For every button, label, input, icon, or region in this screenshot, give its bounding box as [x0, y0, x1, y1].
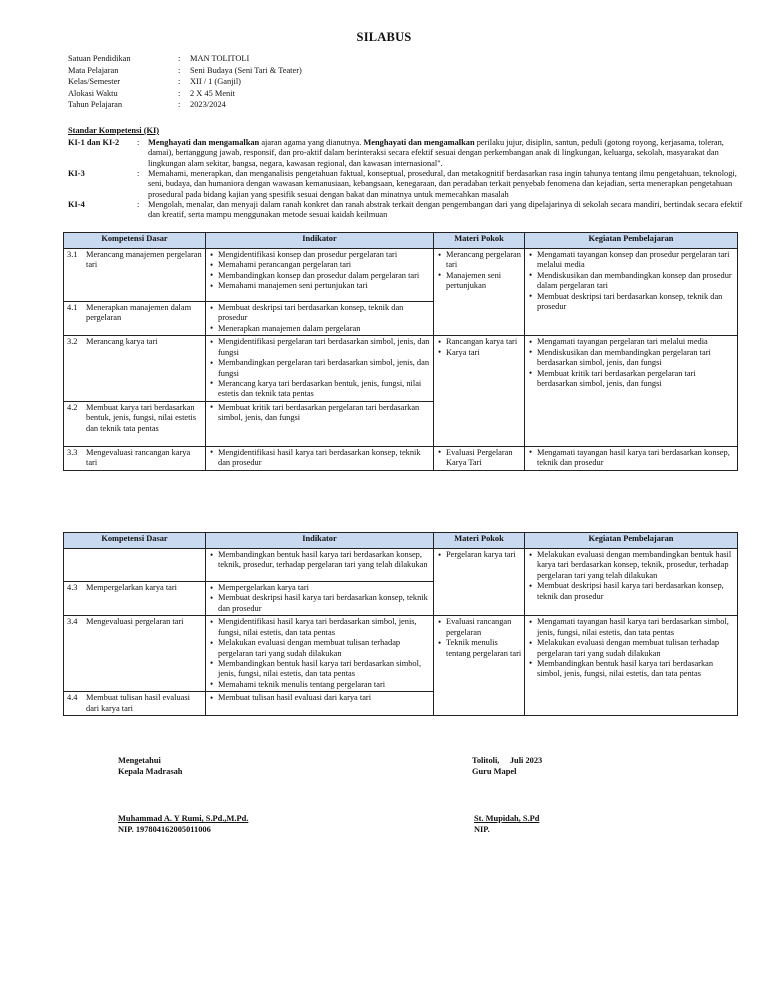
kd-text: Merancang manajemen pergelaran tari	[86, 250, 202, 270]
signatory-nip: NIP.	[474, 825, 490, 835]
ki-label: KI-4	[68, 200, 85, 209]
info-label: Mata Pelajaran	[68, 65, 119, 75]
header-indikator: Indikator	[206, 533, 434, 549]
info-colon: :	[178, 100, 181, 110]
list-item: • Membuat deskripsi hasil karya tari berdasarkan konsep, teknik dan prosedur	[528, 581, 735, 602]
signature-text: Mengetahui	[118, 756, 161, 765]
kd-text: Membuat tulisan hasil evaluasi dari karya tari	[86, 693, 190, 713]
ki-text-part: ajaran agama yang dianutnya.	[259, 138, 364, 147]
table-row	[64, 549, 738, 582]
list-item: • Membandingkan bentuk hasil karya tari berdasarkan konsep, teknik, prosedur, terhadap pergelaran tari yang telah dilakukan	[209, 550, 431, 571]
list-item: • Membandingkan konsep dan prosedur dalam pergelaran tari	[209, 271, 431, 281]
list-item: • Merancang pergelaran tari	[437, 250, 522, 271]
list-item: • Mengidentifikasi hasil karya tari berdasarkan konsep, teknik dan prosedur	[209, 448, 431, 469]
info-label: Alokasi Waktu	[68, 88, 118, 98]
indikator-cell	[206, 302, 434, 336]
indikator-cell	[206, 582, 434, 616]
materi-cell	[434, 249, 525, 336]
list-item: • Mengamati tayangan hasil karya tari berdasarkan simbol, jenis, fungsi, nilai estetis, dan tata pentas	[528, 617, 735, 638]
list-item: • Evaluasi rancangan pergelaran	[437, 617, 522, 638]
kd-number: 3.4	[67, 617, 78, 627]
indikator-cell	[206, 549, 434, 582]
kd-number: 4.3	[67, 583, 78, 592]
indikator-cell	[206, 692, 434, 716]
list-item: • Menerapkan manajemen dalam pergelaran	[209, 324, 431, 334]
list-item: • Melakukan evaluasi dengan membuat tulisan terhadap pergelaran tari yang sudah dilakukan	[528, 638, 735, 659]
list-item: • Mengamati tayangan hasil karya tari berdasarkan konsep, teknik dan prosedur	[528, 448, 735, 469]
info-row-satuan	[68, 54, 468, 66]
list-item: • Membuat deskripsi tari berdasarkan konsep, teknik dan prosedur	[528, 292, 735, 313]
kd-cell	[64, 616, 206, 692]
indikator-cell	[206, 446, 434, 470]
kd-number: 4.4	[67, 693, 78, 703]
silabus-table-1	[63, 232, 738, 471]
list-item: • Membuat deskripsi hasil karya tari berdasarkan konsep, teknik dan prosedur	[209, 593, 431, 614]
ki-text	[148, 138, 743, 169]
kd-number: 4.2	[67, 402, 78, 412]
kegiatan-cell	[525, 336, 738, 447]
ki-1-2	[68, 138, 743, 169]
info-label: Tahun Pelajaran	[68, 100, 123, 110]
ki-colon: :	[137, 169, 140, 178]
header-kegiatan: Kegiatan Pembelajaran	[525, 533, 738, 549]
list-item: • Mengamati tayangan pergelaran tari melalui media	[528, 337, 735, 347]
kd-number: 3.2	[67, 337, 78, 347]
indikator-cell	[206, 249, 434, 302]
kd-number: 3.1	[67, 250, 78, 259]
list-item: • Membandingkan bentuk hasil karya tari berdasarkan simbol, jenis, fungsi, nilai estetis, dan tata pentas	[528, 659, 735, 680]
signature-text: Kepala Madrasah	[118, 767, 183, 777]
header-kompetensi-dasar: Kompetensi Dasar	[64, 233, 206, 249]
list-item: • Merancang karya tari berdasarkan bentuk, jenis, fungsi, nilai estetis dan teknik tata pentas	[209, 379, 431, 400]
signature-right-name	[474, 814, 539, 837]
info-row-alokasi	[68, 89, 468, 101]
info-colon: :	[178, 54, 181, 63]
header-indikator: Indikator	[206, 233, 434, 249]
info-label: Kelas/Semester	[68, 77, 121, 87]
list-item: • Mengidentifikasi pergelaran tari berdasarkan simbol, jenis, dan fungsi	[209, 337, 431, 358]
table-row	[64, 446, 738, 470]
ki-bold: Menghayati dan mengamalkan	[148, 138, 260, 147]
ki-3	[68, 169, 743, 200]
info-value: 2 X 45 Menit	[190, 88, 235, 98]
list-item: • Membandingkan pergelaran tari berdasarkan simbol, jenis, dan fungsi	[209, 358, 431, 379]
list-item: • Mengamati tayangan konsep dan prosedur pergelaran tari melalui media	[528, 250, 735, 271]
list-item: • Karya tari	[437, 348, 522, 358]
kd-number: 3.3	[67, 447, 78, 457]
header-kegiatan: Kegiatan Pembelajaran	[525, 233, 738, 249]
header-materi-pokok: Materi Pokok	[434, 533, 525, 549]
kd-cell	[64, 549, 206, 582]
list-item: • Mendiskusikan dan membandingkan konsep dan prosedur dalam pergelaran tari	[528, 271, 735, 292]
list-item: • Memahami manajemen seni pertunjukan tari	[209, 281, 431, 291]
list-item: • Memahami teknik menulis tentang pergelaran tari	[209, 680, 431, 690]
kd-cell	[64, 302, 206, 336]
kd-text: Merancang karya tari	[86, 337, 158, 347]
info-row-mapel	[68, 66, 468, 78]
ki-text-part: perilaku jujur, disiplin, santun, peduli (gotong royong, kerjasama, toleran, damai), bertanggung jawab, responsif, dan pro-aktif dalam berinteraksi secara efektif sesuai dengan perkembangan anak di lingkungan, keluarga, sekolah, masyarakat dan lingkungan alam sekitar, bangsa, negara, kawasan regional, dan kawasan internasional".	[148, 138, 724, 168]
list-item: • Manajemen seni pertunjukan	[437, 271, 522, 292]
page-title: SILABUS	[356, 30, 412, 44]
info-value: Seni Budaya (Seni Tari & Teater)	[190, 65, 302, 75]
signatory-name: St. Mupidah, S.Pd	[474, 814, 540, 823]
kegiatan-cell	[525, 446, 738, 470]
ki-label: KI-1 dan KI-2	[68, 138, 120, 147]
standar-kompetensi-heading: Standar Kompetensi (KI)	[68, 126, 160, 135]
signatory-nip: NIP. 197804162005011006	[118, 825, 211, 835]
kd-cell	[64, 582, 206, 616]
kd-text: Membuat karya tari berdasarkan bentuk, jenis, fungsi, nilai estetis dan teknik tata pentas	[86, 402, 197, 433]
list-item: • Mempergelarkan karya tari	[209, 583, 431, 593]
ki-colon: :	[137, 138, 140, 147]
list-item: • Membandingkan bentuk hasil karya tari berdasarkan simbol, jenis, fungsi, nilai estetis, dan tata pentas	[209, 659, 431, 680]
kegiatan-cell	[525, 616, 738, 716]
kd-cell	[64, 336, 206, 402]
list-item: • Mengidentifikasi konsep dan prosedur pergelaran tari	[209, 250, 431, 260]
info-colon: :	[178, 88, 181, 98]
indikator-cell	[206, 616, 434, 692]
info-value: MAN TOLITOLI	[190, 54, 250, 63]
materi-cell	[434, 336, 525, 447]
info-colon: :	[178, 77, 181, 87]
header-kompetensi-dasar: Kompetensi Dasar	[64, 533, 206, 549]
kegiatan-cell	[525, 549, 738, 616]
indikator-cell	[206, 401, 434, 446]
table-header-row	[64, 233, 738, 249]
ki-text: Mengolah, menalar, dan menyaji dalam ranah konkret dan ranah abstrak terkait dengan pengembangan dari yang dipelajarinya di sekolah secara mandiri, bertindak secara efektif dan kreatif, serta mampu menggunakan metode sesuai kaidah keilmuan	[148, 200, 743, 220]
kd-cell	[64, 401, 206, 446]
info-colon: :	[178, 65, 181, 75]
signature-text: Guru Mapel	[472, 767, 517, 777]
list-item: • Mendiskusikan dan membandingkan pergelaran tari berdasarkan simbol, jenis, dan fungsi	[528, 348, 735, 369]
signature-left-name	[118, 814, 248, 837]
kegiatan-cell	[525, 249, 738, 336]
list-item: • Melakukan evaluasi dengan membandingkan bentuk hasil karya tari berdasarkan konsep, teknik, prosedur, terhadap pergelaran tari yang telah dilakukan	[528, 550, 735, 581]
kd-text: Mengevaluasi rancangan karya tari	[86, 447, 191, 468]
list-item: • Mengidentifikasi hasil karya tari berdasarkan simbol, jenis, fungsi, nilai estetis, dan tata pentas	[209, 617, 431, 638]
kd-cell	[64, 692, 206, 716]
list-item: • Rancangan karya tari	[437, 337, 522, 347]
list-item: • Teknik menulis tentang pergelaran tari	[437, 638, 522, 659]
kd-cell	[64, 249, 206, 302]
info-row-kelas	[68, 77, 468, 89]
signature-text: Tolitoli, Juli 2023	[472, 756, 543, 765]
kd-text: Mengevaluasi pergelaran tari	[86, 617, 184, 627]
list-item: • Membuat deskripsi tari berdasarkan konsep, teknik dan prosedur	[209, 303, 431, 324]
list-item: • Membuat kritik tari berdasarkan pergelaran tari berdasarkan simbol, jenis, dan fungsi	[209, 403, 431, 424]
list-item: • Memahami perancangan pergelaran tari	[209, 260, 431, 270]
materi-cell	[434, 616, 525, 716]
kd-number: 4.1	[67, 303, 78, 312]
list-item: • Membuat tulisan hasil evaluasi dari karya tari	[209, 693, 431, 703]
silabus-table-2	[63, 532, 738, 716]
ki-colon: :	[137, 200, 140, 209]
kd-text: Menerapkan manajemen dalam pergelaran	[86, 303, 192, 323]
table-row	[64, 249, 738, 302]
info-row-tahun	[68, 100, 468, 112]
signature-left-heading	[118, 756, 182, 779]
table-row	[64, 336, 738, 402]
table-row	[64, 616, 738, 692]
ki-4	[68, 200, 743, 221]
materi-cell	[434, 446, 525, 470]
ki-label: KI-3	[68, 169, 85, 178]
list-item: • Membuat kritik tari berdasarkan pergelaran tari berdasarkan simbol, jenis, dan fungsi	[528, 369, 735, 390]
list-item: • Evaluasi Pergelaran Karya Tari	[437, 448, 522, 469]
ki-bold: Menghayati dan mengamalkan	[363, 138, 475, 147]
info-value: 2023/2024	[190, 100, 226, 110]
list-item: • Pergelaran karya tari	[437, 550, 522, 560]
info-value: XII / 1 (Ganjil)	[190, 77, 241, 87]
kd-text: Mempergelarkan karya tari	[86, 583, 177, 592]
signatory-name: Muhammad A. Y Rumi, S.Pd.,M.Pd.	[118, 814, 249, 823]
school-info	[68, 54, 468, 112]
ki-text: Memahami, menerapkan, dan menganalisis pengetahuan faktual, konseptual, prosedural, dan metakognitif berdasarkan rasa ingin tahunya tentang ilmu pengetahuan, teknologi, seni, budaya, dan humaniora dengan wawasan kemanusiaan, kebangsaan, kenegaraan, dan peradaban terkait penyebab fenomena dan kejadian, serta menerapkan pengetahuan prosedural pada bidang kajian yang spesifik sesuai dengan bakat dan minatnya untuk memecahkan masalah	[148, 169, 737, 199]
list-item: • Melakukan evaluasi dengan membuat tulisan terhadap pergelaran tari yang sudah dilakukan	[209, 638, 431, 659]
signature-right-heading	[472, 756, 542, 779]
indikator-cell	[206, 336, 434, 402]
info-label: Satuan Pendidikan	[68, 54, 131, 63]
table-header-row	[64, 533, 738, 549]
header-materi-pokok: Materi Pokok	[434, 233, 525, 249]
materi-cell	[434, 549, 525, 616]
kd-cell	[64, 446, 206, 470]
